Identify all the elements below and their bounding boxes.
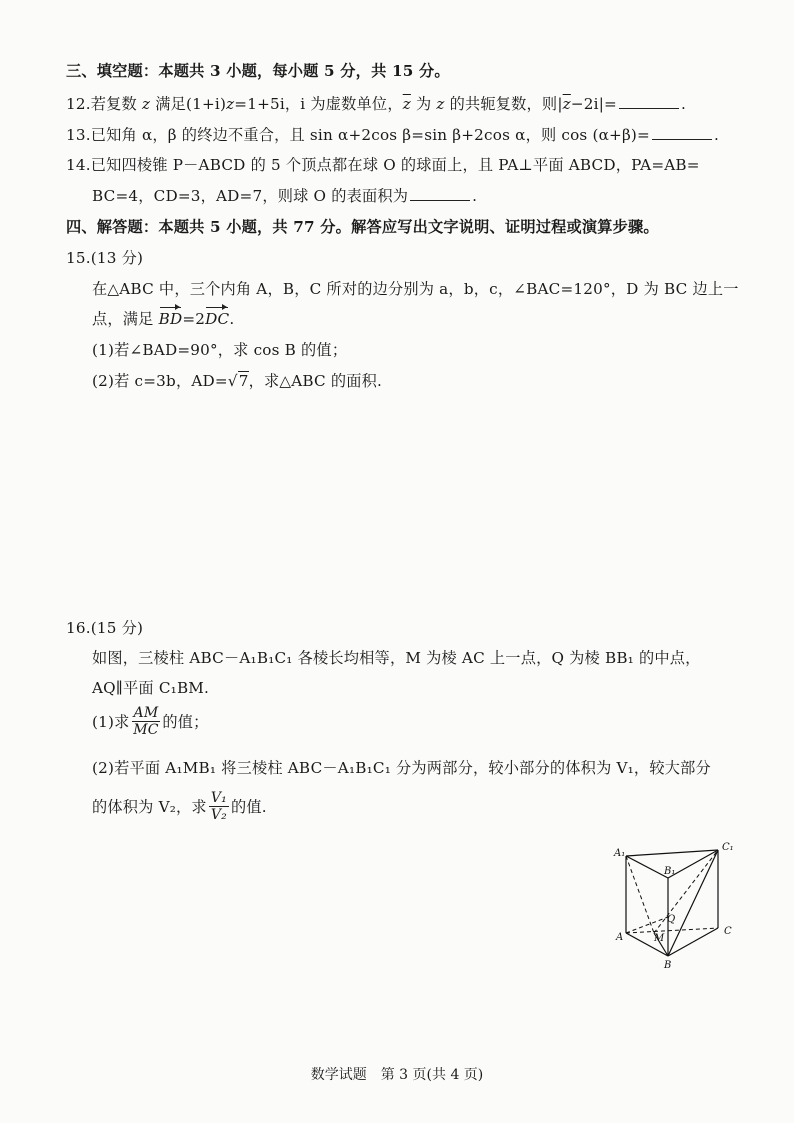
fraction-am-mc: $\frac{AM}{MC}$	[133, 705, 159, 738]
answer-blank[interactable]	[619, 96, 679, 109]
question-16-part2-line1: (2)若平面 A₁MB₁ 将三棱柱 ABC－A₁B₁C₁ 分为两部分，较小部分的体积为 V₁，较大部分	[92, 759, 711, 777]
question-16-line2: AQ∥平面 C₁BM.	[92, 679, 210, 697]
label-q: Q	[667, 914, 676, 925]
question-15-line1: 在△ABC 中，三个内角 A，B，C 所对的边分别为 a，b，c，∠BAC=120°，D 为 BC 边上一	[92, 280, 739, 298]
page-footer: 数学试题 第 3 页(共 4 页)	[310, 1067, 484, 1083]
label-c1: C₁	[722, 842, 734, 853]
question-16-line1: 如图，三棱柱 ABC－A₁B₁C₁ 各棱长均相等，M 为棱 AC 上一点，Q 为棱 BB₁ 的中点，	[92, 649, 701, 667]
question-15-part1: (1)若∠BAD=90°，求 cos B 的值；	[92, 341, 348, 359]
section4-heading: 四、解答题：本题共 5 小题，共 77 分。解答应写出文字说明、证明过程或演算步骤。	[66, 218, 659, 236]
section3-heading: 三、填空题：本题共 3 小题，每小题 5 分，共 15 分。	[66, 62, 450, 80]
answer-blank[interactable]	[410, 188, 470, 201]
question-16-part2-line2: 的体积为 V₂，求 $\frac{\text{V₁}}{\text{V₂}}$ 的值.	[92, 790, 267, 823]
fraction-v1-v2: $\frac{\text{V₁}}{\text{V₂}}$	[210, 790, 227, 823]
label-b1: B₁	[664, 866, 676, 877]
question-14-line2: BC=4，CD=3，AD=7，则球 O 的表面积为 .	[92, 187, 478, 205]
label-c: C	[724, 926, 732, 937]
question-12: 12.若复数 z 满足(1+i)z=1+5i，i 为虚数单位，$\overline{z}$ 为 z 的共轭复数，则$|\overline{z}-2i|=$ .	[66, 95, 686, 113]
label-m: M	[654, 933, 665, 944]
vector-dc: DC	[205, 310, 230, 328]
prism-figure	[606, 838, 746, 970]
question-16-part1: (1)求 $\frac{AM}{MC}$ 的值；	[92, 705, 209, 738]
question-15-line2: 点，满足 BD=2DC.	[92, 310, 235, 328]
vector-bd: BD	[158, 310, 183, 328]
label-a1: A₁	[614, 848, 626, 859]
question-15-header: 15.(13 分)	[66, 249, 144, 267]
question-15-part2: (2)若 c=3b，AD=√7，求△ABC 的面积.	[92, 372, 383, 390]
question-14-line1: 14.已知四棱锥 P－ABCD 的 5 个顶点都在球 O 的球面上，且 PA⊥平面 ABCD，PA=AB=	[66, 156, 700, 174]
label-b: B	[664, 960, 672, 970]
question-13: 13.已知角 α，β 的终边不重合，且 sin α+2cos β=sin β+2cos α，则 cos (α+β)= .	[66, 126, 720, 144]
label-a: A	[616, 932, 624, 943]
question-16-header: 16.(15 分)	[66, 619, 144, 637]
answer-blank[interactable]	[652, 127, 712, 140]
